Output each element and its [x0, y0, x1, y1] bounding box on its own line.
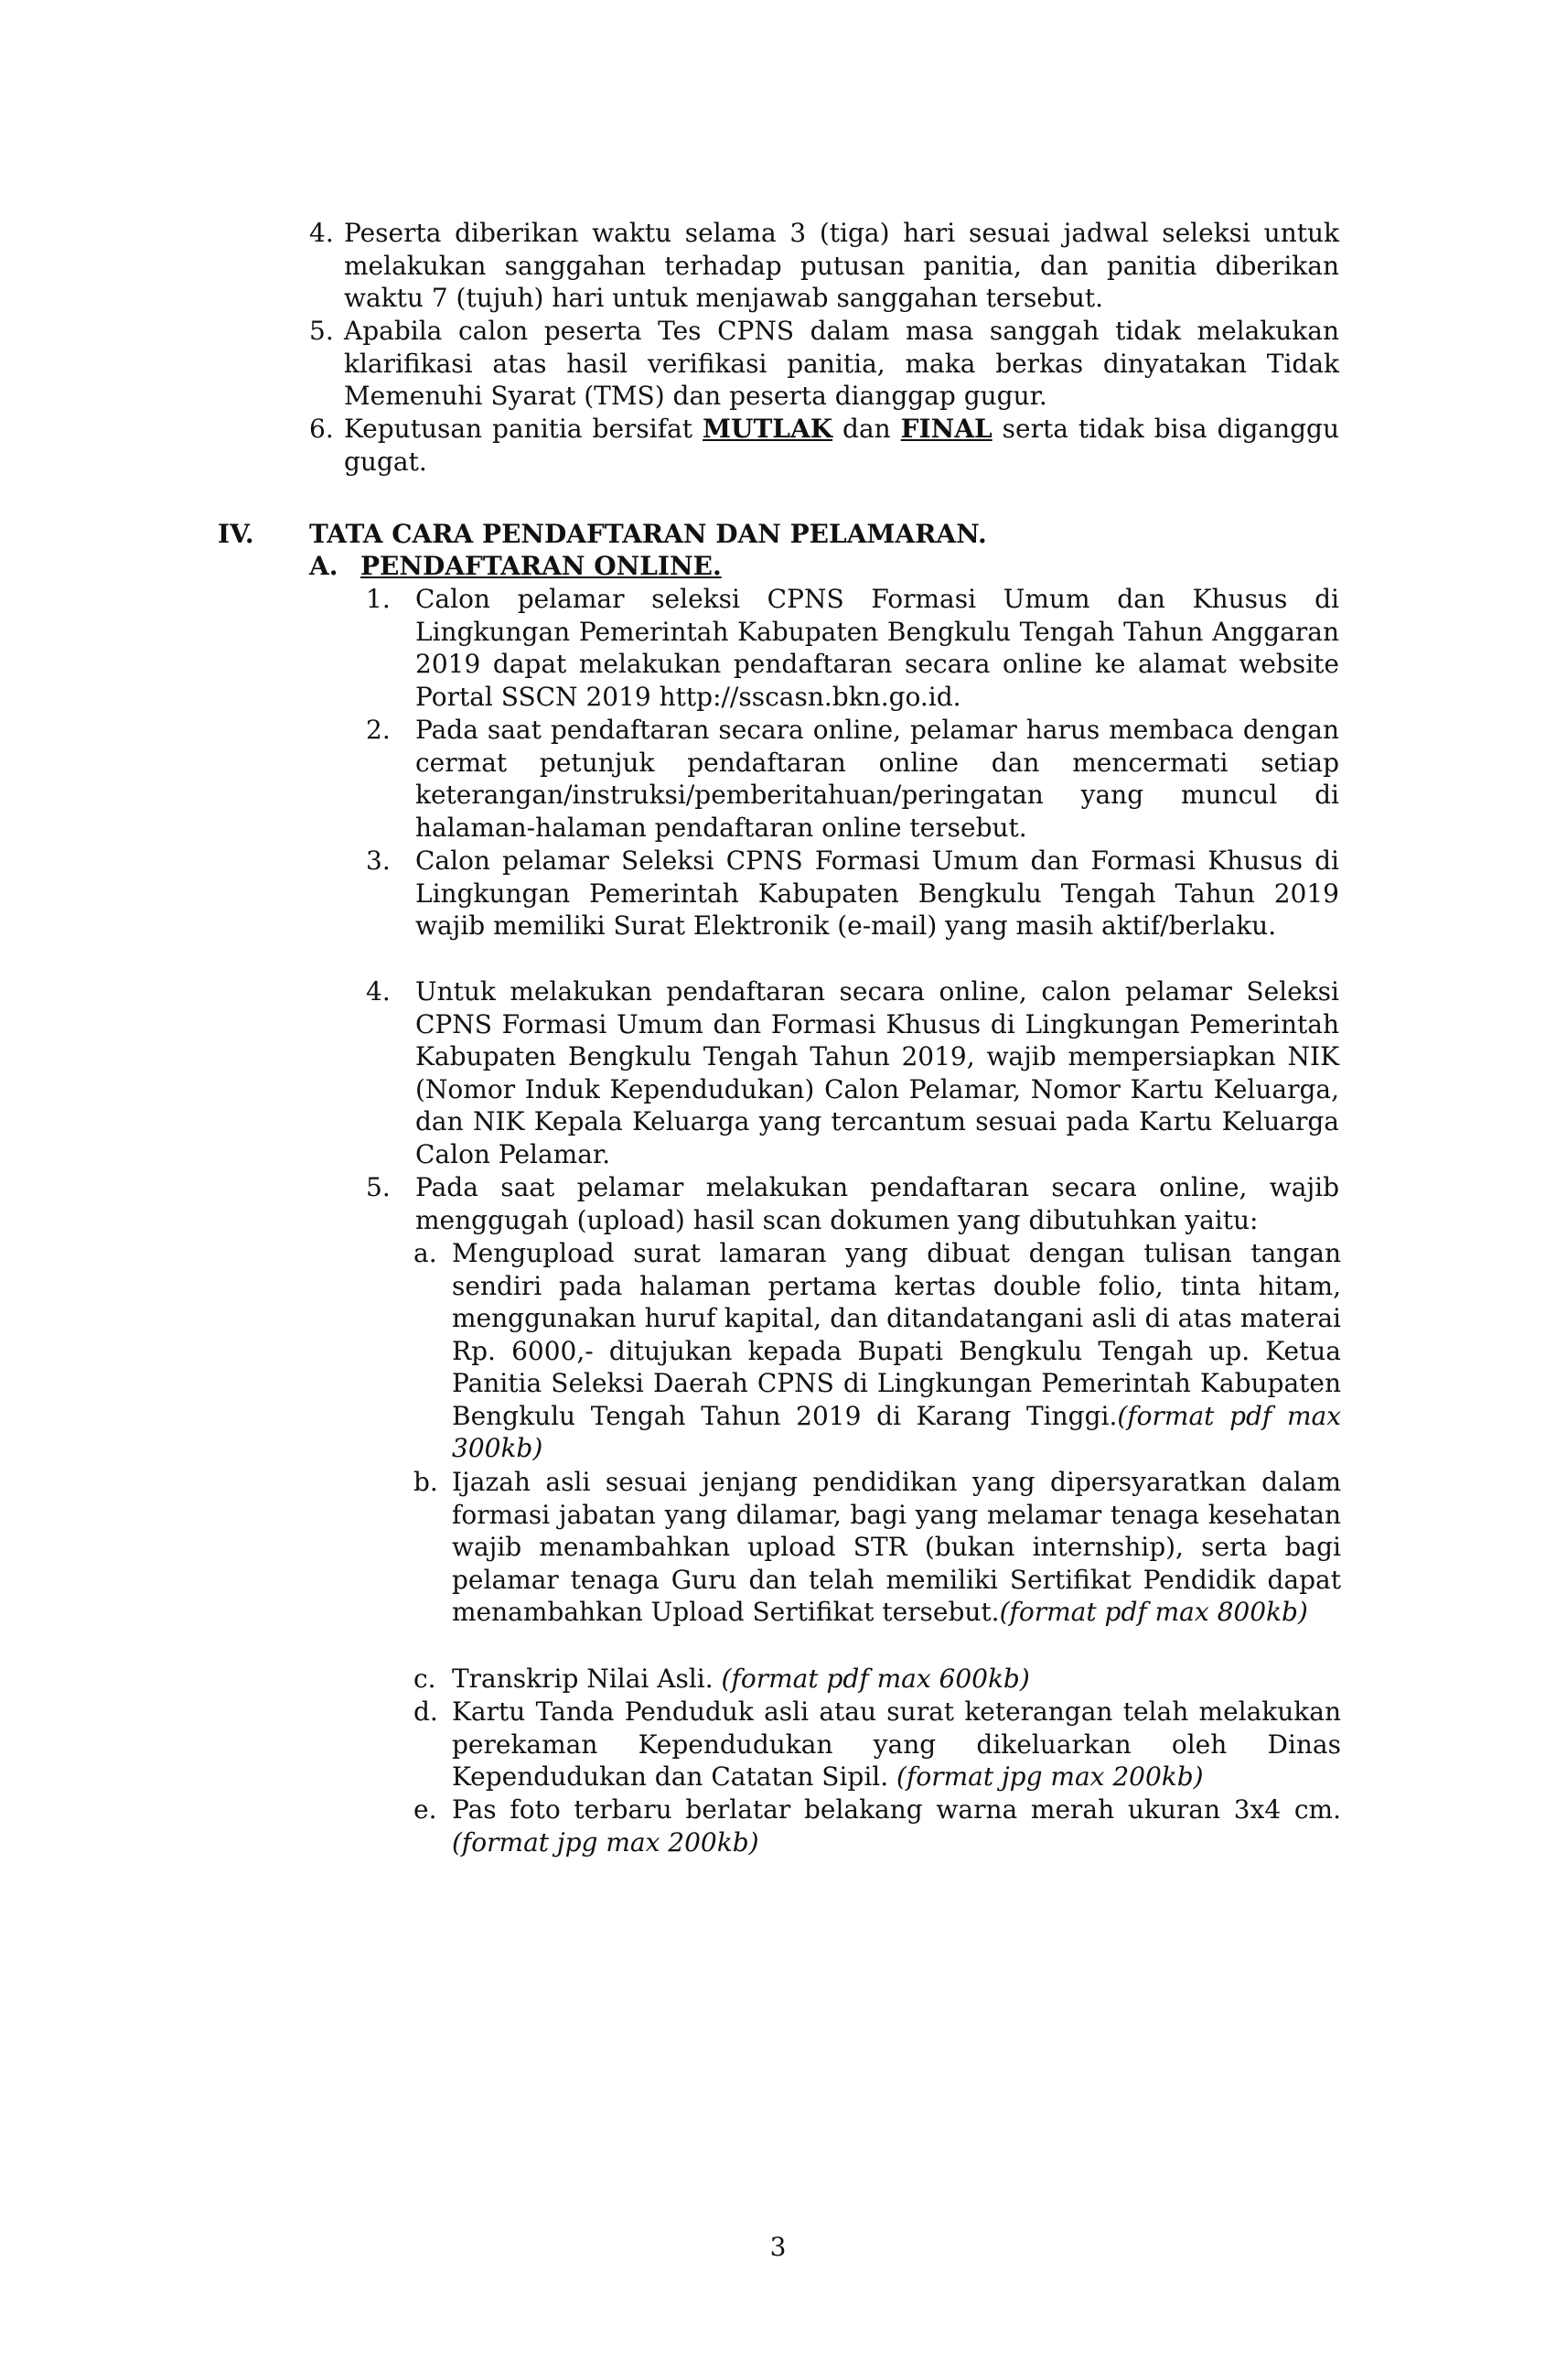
- subitem-text: Transkrip Nilai Asli. (format pdf max 600kb): [452, 1664, 1030, 1694]
- subitem-letter: c.: [413, 1664, 436, 1694]
- format-note: (format jpg max 200kb): [896, 1761, 1204, 1792]
- subsection-title: PENDAFTARAN ONLINE.: [360, 551, 722, 581]
- item-text: Pada saat pelamar melakukan pendaftaran secara online, wajib menggugah (upload) hasil scan dokumen yang dibutuhkan yaitu:: [415, 1172, 1339, 1235]
- intro-item-text: Peserta diberikan waktu selama 3 (tiga) hari sesuai jadwal seleksi untuk melakukan sanggahan terhadap putusan panitia, dan panitia diberikan waktu 7 (tujuh) hari untuk menjawab sanggahan tersebut.: [344, 218, 1339, 313]
- item-number: 5.: [366, 1172, 391, 1202]
- subitem-letter: a.: [413, 1238, 437, 1268]
- subitem-text: Kartu Tanda Penduduk asli atau surat keterangan telah melakukan perekaman Kependudukan yang dikeluarkan oleh Dinas Kependudukan dan Catatan Sipil. (format jpg max 200kb): [452, 1696, 1341, 1792]
- item-number: 2.: [366, 715, 391, 745]
- format-note: (format pdf max 600kb): [721, 1664, 1030, 1694]
- section-number: IV.: [218, 519, 254, 549]
- subitem-letter: b.: [413, 1467, 438, 1497]
- intro-item-number: 6.: [309, 414, 334, 444]
- format-note: (format pdf max 300kb): [452, 1400, 1341, 1463]
- intro-item-text: Apabila calon peserta Tes CPNS dalam masa sanggah tidak melakukan klarifikasi atas hasil verifikasi panitia, maka berkas dinyatakan Tidak Memenuhi Syarat (TMS) dan peserta dianggap gugur.: [344, 316, 1339, 411]
- format-note: (format pdf max 800kb): [999, 1597, 1308, 1627]
- final-emphasis: FINAL: [900, 414, 993, 444]
- item-number: 1.: [366, 584, 391, 614]
- intro-item-number: 5.: [309, 316, 334, 346]
- item-text: Pada saat pendaftaran secara online, pelamar harus membaca dengan cermat petunjuk pendaftaran online dan mencermati setiap keterangan/instruksi/pemberitahuan/peringatan yang muncul di halaman-halaman pendaftaran online tersebut.: [415, 715, 1339, 843]
- subsection-number: A.: [309, 551, 338, 581]
- item-number: 4.: [366, 976, 391, 1007]
- item-text: Calon pelamar Seleksi CPNS Formasi Umum dan Formasi Khusus di Lingkungan Pemerintah Kabupaten Bengkulu Tengah Tahun 2019 wajib memiliki Surat Elektronik (e-mail) yang masih aktif/berlaku.: [415, 845, 1339, 941]
- item-text: Untuk melakukan pendaftaran secara online, calon pelamar Seleksi CPNS Formasi Umum dan Formasi Khusus di Lingkungan Pemerintah Kabupaten Bengkulu Tengah Tahun 2019, wajib mempersiapkan NIK (Nomor Induk Kependudukan) Calon Pelamar, Nomor Kartu Keluarga, dan NIK Kepala Keluarga yang tercantum sesuai pada Kartu Keluarga Calon Pelamar.: [415, 976, 1339, 1169]
- subitem-text: Pas foto terbaru berlatar belakang warna merah ukuran 3x4 cm. (format jpg max 200kb): [452, 1794, 1341, 1858]
- item-number: 3.: [366, 845, 391, 876]
- format-note: (format jpg max 200kb): [452, 1826, 759, 1858]
- mutlak-emphasis: MUTLAK: [703, 414, 833, 444]
- page-number: 3: [769, 2232, 787, 2262]
- subitem-letter: e.: [413, 1794, 437, 1825]
- item-text: Calon pelamar seleksi CPNS Formasi Umum dan Khusus di Lingkungan Pemerintah Kabupaten Bengkulu Tengah Tahun Anggaran 2019 dapat melakukan pendaftaran secara online ke alamat website Portal SSCN 2019 http://sscasn.bkn.go.id.: [415, 584, 1339, 712]
- intro-item-text: Keputusan panitia bersifat MUTLAK dan FINAL serta tidak bisa diganggu gugat.: [344, 414, 1340, 477]
- subitem-text: Mengupload surat lamaran yang dibuat dengan tulisan tangan sendiri pada halaman pertama kertas double folio, tinta hitam, menggunakan huruf kapital, dan ditandatangani asli di atas materai Rp. 6000,- ditujukan kepada Bupati Bengkulu Tengah up. Ketua Panitia Seleksi Daerah CPNS di Lingkungan Pemerintah Kabupaten Bengkulu Tengah Tahun 2019 di Karang Tinggi.(format pdf max 300kb): [452, 1238, 1341, 1463]
- intro-item-number: 4.: [309, 218, 334, 248]
- subitem-letter: d.: [413, 1696, 438, 1727]
- section-title: TATA CARA PENDAFTARAN DAN PELAMARAN.: [309, 519, 987, 549]
- subitem-text: Ijazah asli sesuai jenjang pendidikan yang dipersyaratkan dalam formasi jabatan yang dilamar, bagi yang melamar tenaga kesehatan wajib menambahkan upload STR (bukan internship), serta bagi pelamar tenaga Guru dan telah memiliki Sertifikat Pendidik dapat menambahkan Upload Sertifikat tersebut.(format pdf max 800kb): [452, 1467, 1341, 1627]
